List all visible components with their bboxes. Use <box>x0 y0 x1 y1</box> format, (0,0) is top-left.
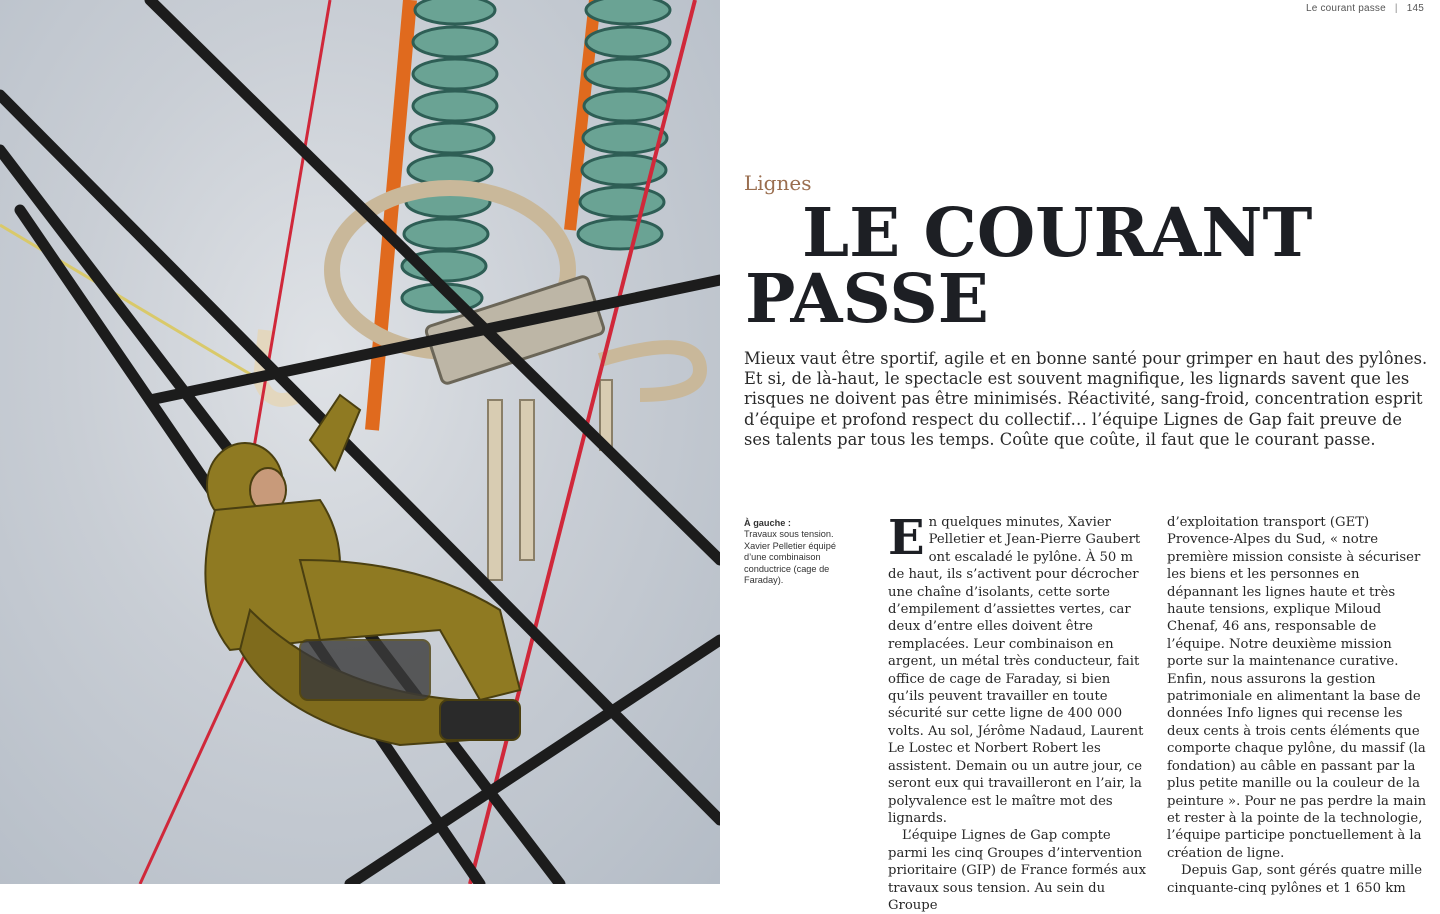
title-line-2: PASSE <box>745 259 989 338</box>
body-paragraph: d’exploitation transport (GET) Provence-Alpes du Sud, « notre première mission consiste à sécuriser les biens et les personnes en dépannant les lignes haute et très haute tensions, explique Miloud Chenaf, 46 ans, responsable de l’équipe. Notre deuxième mission porte sur la maintenance curative. Enfin, nous assurons la gestion patrimoniale en alimentant la base de données Info lignes qui recense les deux cents à trois cents éléments que comporte chaque pylône, du massif (la fondation) au câble en passant par la plus petite manille ou la couleur de la peinture ». Pour ne pas perdre la main et rester à la pointe de la technologie, l’équipe participe ponctuellement à la création de ligne. <box>1167 515 1427 861</box>
page-number: 145 <box>1406 3 1424 14</box>
paragraph-text: n quelques minutes, Xavier Pelletier et Jean-Pierre Gaubert ont escaladé le pylône. À 50 m de haut, ils s’activent pour décrocher une chaîne d’isolants, cette sorte d’empilement d’assiettes vertes, car deux d’entre elles doivent être remplacées. Leur combinaison en argent, un métal très conducteur, fait office de cage de Faraday, si bien qu’ils peuvent travailler en toute sécurité sur cette ligne de 400 000 volts. Au sol, Jérôme Nadaud, Laurent Le Lostec et Norbert Robert les assistent. Demain ou un autre jour, ce seront eux qui travailleront en l’air, la polyvalence est le maître mot des lignards. <box>888 515 1144 826</box>
caption-text: Travaux sous tension. Xavier Pelletier équipé d’une combinaison conductrice (cage de Faraday). <box>744 529 836 586</box>
running-title: Le courant passe <box>1305 3 1386 14</box>
photo-illustration <box>0 0 720 884</box>
insulator-stack-right <box>578 0 670 249</box>
body-paragraph: L’équipe Lignes de Gap compte parmi les cinq Groupes d’intervention prioritaire (GIP) de France formés aux travaux sous tension. Au sein du Groupe <box>888 828 1147 913</box>
lead-paragraph: Mieux vaut être sportif, agile et en bonne santé pour grimper en haut des pylônes. Et si, de là-haut, le spectacle est souvent magnifique, les lignards savent que les risques ne doivent pas être minimisés. Réactivité, sang-froid, concentration esprit d’équipe et profond respect du collectif… l’équipe Lignes de Gap fait preuve de ses talents par tous les temps. Coûte que coûte, il faut que le courant passe. <box>744 349 1428 449</box>
photo-caption <box>744 518 848 586</box>
lineman-photo <box>0 0 720 884</box>
page-title <box>745 193 1425 338</box>
body-column-2 <box>1167 514 1429 897</box>
title-line-1: LE COURANT <box>802 193 1313 272</box>
body-column-1 <box>888 510 1150 914</box>
running-header: Le courant passe | 145 <box>1305 3 1424 14</box>
body-paragraph <box>888 510 1150 827</box>
body-paragraph: Depuis Gap, sont gérés quatre mille cinquante-cinq pylônes et 1 650 km <box>1167 863 1423 896</box>
section-label: Lignes <box>744 171 812 195</box>
caption-title: À gauche : <box>744 518 791 528</box>
drop-cap: E <box>888 510 925 566</box>
